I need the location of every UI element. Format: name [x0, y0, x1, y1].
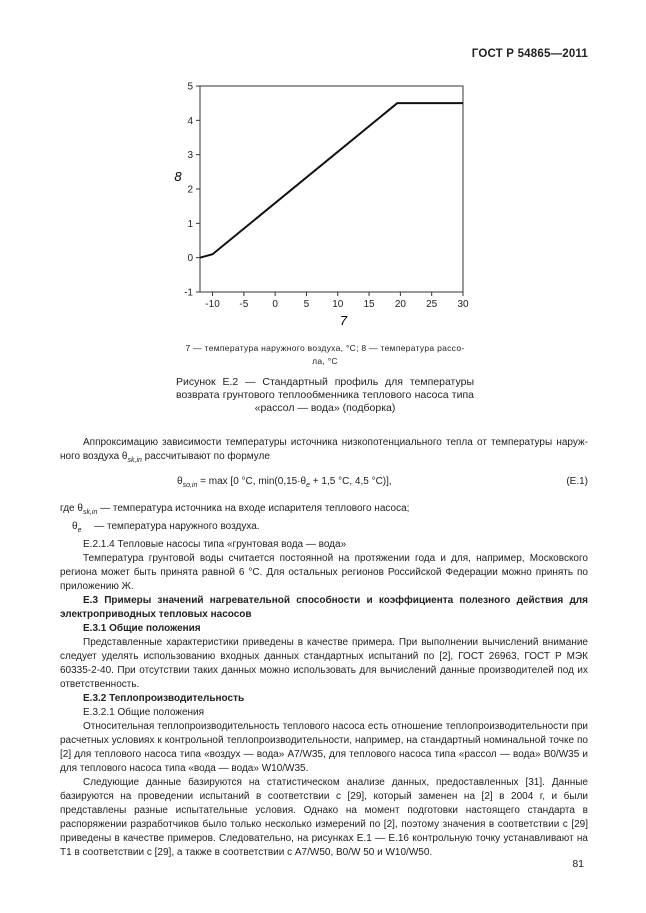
formula-lhs: θ [177, 476, 183, 487]
where-line1-text: — температура источника на входе испарителя теплового насоса; [97, 503, 410, 514]
relative-capacity-paragraph: Относительная теплопроизводительность теплового насоса есть отношение теплопроизводительности при расчетных условиях к контрольной теплопроизводительности, например, на стандартный номинальной точке по [2] для теплового насоса типа «воздух — вода» А7/W35, для теплового насоса типа «рассол — вода» В0/W35 и для теплового насоса типа «вода — вода» W10/W35. [60, 721, 588, 774]
y-tick-label: 4 [187, 115, 193, 127]
para1-line1: Аппроксимацию зависимости температуры источника низкопотенциального тепла от температуры наруж- [83, 437, 588, 448]
statistical-data-paragraph: Следующие данные базируются на статистическом анализе данных, предоставленных [31]. Данные базируются на проведении испытаний в соответствии с [29], который заменен на [2] в 2004 г, и были представлены разные испытательные условия. Однако на момент подготовки настоящего стандарта в распоряжении разработчиков было только несколько измерений по [2], поэтому значения в соответствии с [29] приведены в качестве примеров. Следовательно, на рисунках Е.1 — Е.16 контрольную точку устанавливают на Т1 в соответствии с [29], а также в соответствии с А7/W50, В0/W 50 и W10/W50. [60, 777, 588, 858]
y-tick-label: 3 [187, 150, 193, 162]
document-code: ГОСТ Р 54865—2011 [471, 48, 588, 60]
where-line1-subscript: sk,in [82, 509, 98, 516]
section-e321-heading: Е.3.2.1 Общие положения [83, 707, 205, 718]
caption-line-2: возврата грунтового теплообменника теплового насоса типа [176, 389, 474, 401]
page-number: 81 [572, 858, 584, 870]
section-e3-heading: Е.3 Примеры значений нагревательной способности и коэффициента полезного действия для электроприводных тепловых насосов [60, 595, 588, 620]
groundwater-paragraph: Температура грунтовой воды считается постоянной на протяжении года и для, например, Московского региона может быть принята равной 6 °С. Для остальных регионов Российской Федерации можно принять по приложению Ж. [60, 553, 588, 592]
where-line2-text: — температура наружного воздуха. [91, 521, 260, 532]
x-tick-label: 15 [363, 299, 375, 310]
plot-frame [200, 86, 463, 292]
x-axis-label: 7 [339, 313, 348, 328]
x-tick-label: 30 [457, 299, 469, 310]
y-tick-label: 2 [187, 184, 193, 196]
para1-line2: ного воздуха θ [60, 451, 128, 462]
x-tick-label: -5 [239, 299, 249, 310]
formula-subscript-e: e [306, 482, 311, 489]
temperature-profile-chart [160, 72, 480, 332]
formula-body: = max [0 °С, min(0,15·θ [197, 476, 307, 487]
formula-lhs-subscript: so,in [182, 482, 198, 489]
temperature-profile-line [200, 103, 463, 258]
formula-number: (Е.1) [566, 476, 588, 487]
para1-subscript: sk,in [127, 457, 142, 464]
section-e214-heading: Е.2.1.4 Тепловые насосы типа «грунтовая вода — вода» [83, 539, 347, 550]
approximation-paragraph [60, 436, 588, 468]
y-axis-label: 8 [174, 168, 182, 184]
y-tick-label: 0 [187, 253, 193, 265]
section-e31-heading: Е.3.1 Общие положения [83, 623, 201, 634]
x-tick-label: -10 [205, 299, 220, 310]
characteristics-paragraph: Представленные характеристики приведены в качестве примера. При выполнении вычислений внимание следует уделять использованию входных данных стандартных испытаний по [2], ГОСТ 26963, ГОСТ Р МЭК 60335-2-40. При отсутствии таких данных можно использовать для вычислений данные производителей под их ответственность. [60, 637, 588, 690]
where-line1-start: где θ [60, 503, 83, 514]
section-e32-heading: Е.3.2 Теплопроизводительность [83, 693, 245, 704]
where-line2-symbol: θ [72, 521, 78, 532]
figure-caption [176, 376, 474, 415]
x-tick-label: 5 [303, 299, 310, 310]
caption-line-3: «рассол — вода» (подборка) [254, 402, 396, 414]
x-tick-label: 20 [394, 299, 406, 310]
legend-line-2: ла, °С [312, 356, 338, 366]
y-tick-label: -1 [184, 287, 193, 299]
figure-legend [160, 342, 490, 368]
x-tick-label: 0 [272, 299, 278, 310]
y-tick-label: 5 [187, 81, 193, 93]
main-text [60, 502, 588, 860]
y-tick-label: 1 [187, 218, 193, 230]
caption-line-1: Рисунок Е.2 — Стандартный профиль для температуры [176, 376, 474, 388]
x-tick-label: 25 [426, 299, 438, 310]
para1-line2-end: рассчитывают по формуле [141, 451, 270, 462]
where-line2-subscript: e [77, 527, 82, 534]
formula-body-end: + 1,5 °С, 4,5 °С)], [310, 476, 392, 487]
legend-line-1: 7 — температура наружного воздуха, °С; 8 — температура рассо- [185, 343, 465, 353]
x-tick-label: 10 [332, 299, 344, 310]
